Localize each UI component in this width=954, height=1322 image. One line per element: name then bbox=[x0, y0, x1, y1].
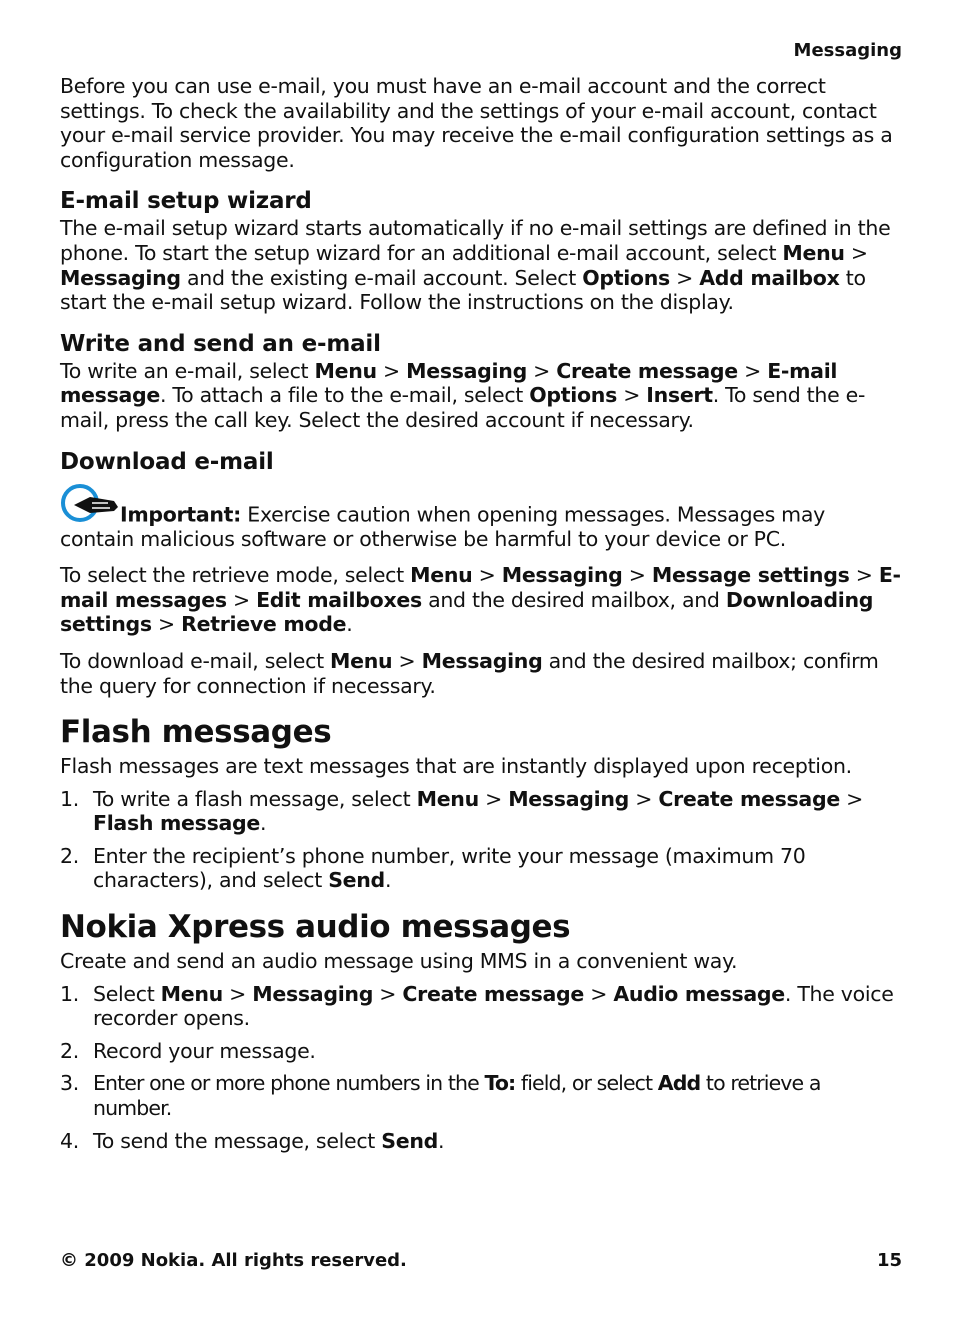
retrieve-mode-paragraph: To select the retrieve mode, select Menu > Messaging > Message settings > E-mail messages > Edit mailboxes and the desired mailbox, and Downloading settings > Retrieve mode. bbox=[60, 563, 901, 637]
flash-intro: Flash messages are text messages that are instantly displayed upon reception. bbox=[60, 754, 852, 779]
write-paragraph: To write an e-mail, select Menu > Messaging > Create message > E-mail message. To attach a file to the e-mail, select Options > Insert. To send the e-mail, press the call key. Select the desired account if necessary. bbox=[60, 358, 866, 432]
flash-steps bbox=[60, 787, 902, 893]
list-item: 2. Enter the recipient’s phone number, write your message (maximum 70 characters), and select Send. bbox=[60, 843, 806, 893]
setup-section bbox=[60, 186, 902, 314]
page-number: 15 bbox=[876, 1250, 902, 1271]
list-item: 3. Enter one or more phone numbers in the To: field, or select Add to retrieve a number. bbox=[60, 1071, 821, 1121]
download-section bbox=[60, 447, 902, 699]
write-heading: Write and send an e-mail bbox=[60, 330, 381, 357]
flash-section bbox=[60, 712, 902, 893]
setup-heading: E-mail setup wizard bbox=[60, 188, 312, 215]
xpress-heading: Nokia Xpress audio messages bbox=[60, 909, 571, 946]
intro-paragraph: Before you can use e-mail, you must have an e-mail account and the correct settings. To check the availability and the settings of your e-mail account, contact your e-mail service provider. You may receive the e-mail configuration settings as a configuration message. bbox=[60, 74, 893, 172]
copyright-notice: © 2009 Nokia. All rights reserved. bbox=[60, 1250, 407, 1271]
page-footer bbox=[60, 1250, 902, 1271]
write-section bbox=[60, 329, 902, 433]
running-header: Messaging bbox=[793, 40, 902, 61]
xpress-section bbox=[60, 907, 902, 1153]
xpress-intro: Create and send an audio message using MMS in a convenient way. bbox=[60, 949, 738, 974]
important-note: Important: Exercise caution when opening messages. Messages may contain malicious software or otherwise be harmful to your device or PC. bbox=[60, 483, 902, 552]
setup-paragraph: The e-mail setup wizard starts automatically if no e-mail settings are defined in the phone. To start the setup wizard for an additional e-mail account, select Menu > Messaging and the existing e-mail account. Select Options > Add mailbox to start the e-mail setup wizard. Follow the instructions on the display. bbox=[60, 216, 891, 315]
flash-heading: Flash messages bbox=[60, 714, 332, 751]
list-item: 1. Select Menu > Messaging > Create message > Audio message. The voice recorder opens. bbox=[60, 981, 894, 1031]
list-item: 1. To write a flash message, select Menu > Messaging > Create message > Flash message. bbox=[60, 786, 864, 836]
list-item: 2. Record your message. bbox=[60, 1038, 316, 1063]
important-pointing-hand-icon bbox=[60, 483, 120, 527]
xpress-steps bbox=[60, 982, 902, 1154]
page-content bbox=[60, 74, 902, 1161]
download-heading: Download e-mail bbox=[60, 448, 274, 475]
download-paragraph: To download e-mail, select Menu > Messaging and the desired mailbox; confirm the query for connection if necessary. bbox=[60, 648, 879, 698]
list-item: 4. To send the message, select Send. bbox=[60, 1128, 445, 1153]
